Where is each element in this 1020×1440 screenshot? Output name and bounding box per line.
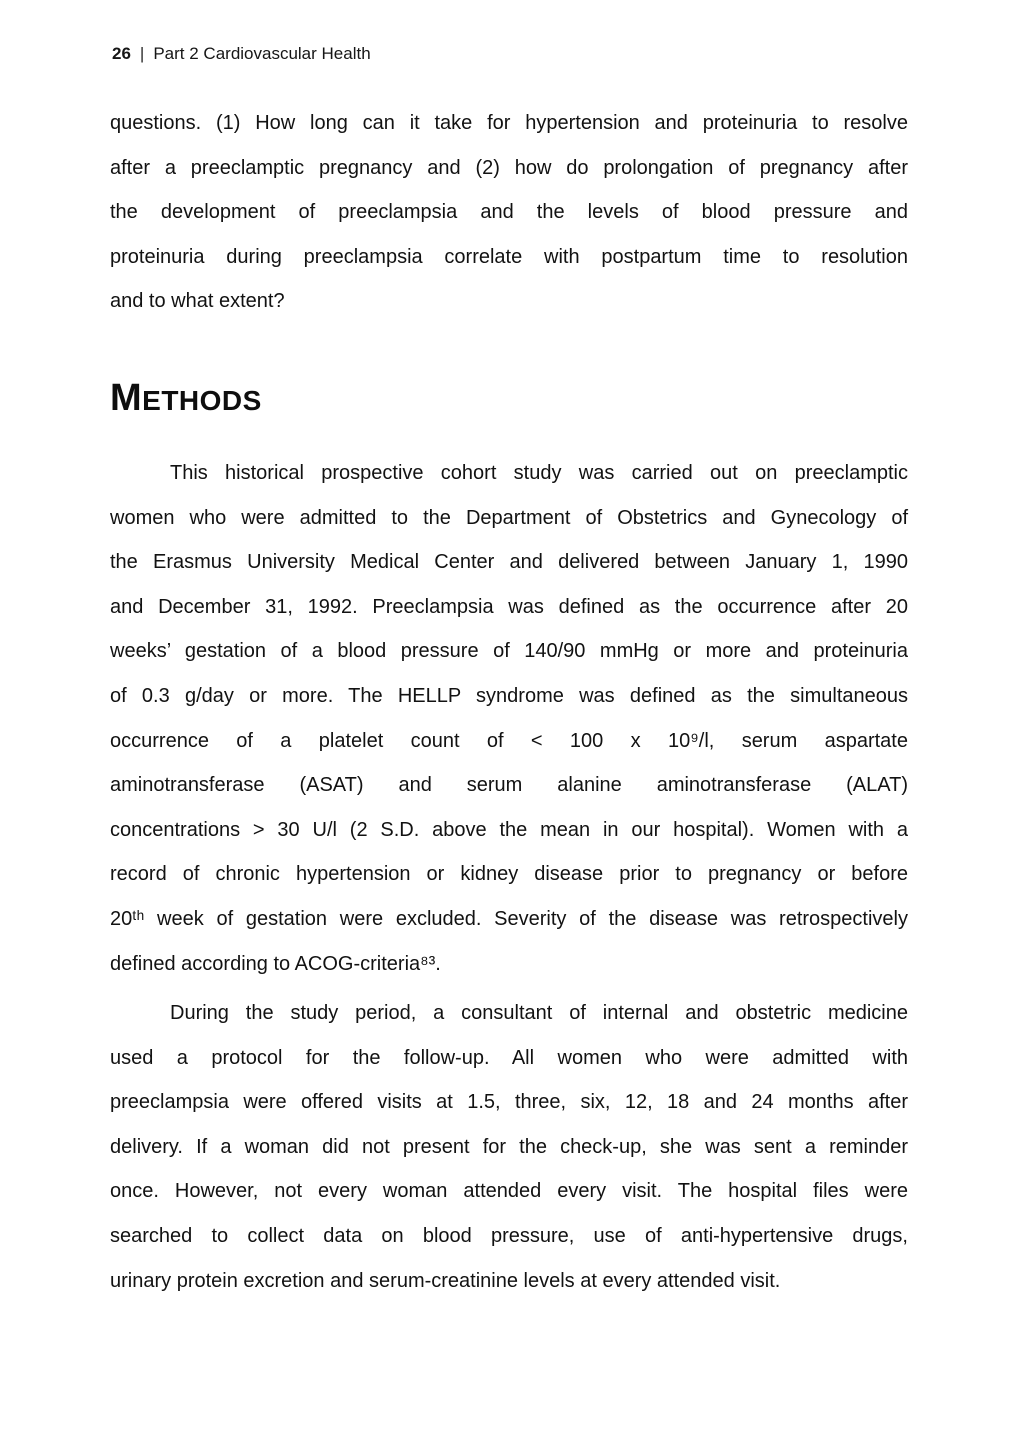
- header-separator: |: [139, 44, 145, 63]
- page-number: 26: [112, 44, 131, 63]
- methods-section: [110, 374, 908, 425]
- intro-line: and to what extent?: [110, 290, 285, 313]
- intro-line: questions. (1) How long can it take for hypertension and proteinuria to resolve: [110, 112, 908, 134]
- methods-p1-line: weeks’ gestation of a blood pressure of 140/90 mmHg or more and proteinuria: [110, 640, 908, 663]
- methods-p1-line: aminotransferase (ASAT) and serum alanine aminotransferase (ALAT): [110, 774, 908, 797]
- header-section-title: Part 2 Cardiovascular Health: [153, 44, 371, 63]
- running-header: [112, 44, 910, 64]
- methods-p2-line: urinary protein excretion and serum-creatinine levels at every attended visit.: [110, 1269, 781, 1292]
- methods-heading-initial: M: [110, 377, 143, 419]
- methods-p1-line: of 0.3 g/day or more. The HELLP syndrome was defined as the simultaneous: [110, 684, 908, 707]
- methods-heading-rest: ETHODS: [142, 385, 262, 416]
- methods-p1-line: This historical prospective cohort study was carried out on preeclamptic: [170, 462, 908, 484]
- methods-p1-line: defined according to ACOG-criteria⁸³.: [110, 952, 441, 975]
- methods-p2-line: preeclampsia were offered visits at 1.5, three, six, 12, 18 and 24 months after: [110, 1091, 908, 1114]
- methods-p2-line: delivery. If a woman did not present for the check-up, she was sent a reminder: [110, 1135, 908, 1158]
- methods-p2-line: searched to collect data on blood pressure, use of anti-hypertensive drugs,: [110, 1224, 908, 1247]
- methods-heading: [110, 374, 908, 425]
- methods-p1-line: women who were admitted to the Department of Obstetrics and Gynecology of: [110, 506, 908, 529]
- intro-line: proteinuria during preeclampsia correlate with postpartum time to resolution: [110, 245, 908, 268]
- methods-p2-line: During the study period, a consultant of internal and obstetric medicine: [170, 1002, 908, 1024]
- methods-p1-line: occurrence of a platelet count of < 100 x 10⁹/l, serum aspartate: [110, 729, 908, 752]
- intro-line: the development of preeclampsia and the levels of blood pressure and: [110, 201, 908, 224]
- methods-p1-line: and December 31, 1992. Preeclampsia was defined as the occurrence after 20: [110, 595, 908, 618]
- intro-paragraph: [110, 101, 908, 324]
- methods-p1-line: record of chronic hypertension or kidney disease prior to pregnancy or before: [110, 863, 908, 886]
- methods-p1-line: 20ᵗʰ week of gestation were excluded. Severity of the disease was retrospectively: [110, 907, 908, 930]
- methods-p1-line: concentrations > 30 U/l (2 S.D. above the mean in our hospital). Women with a: [110, 818, 908, 841]
- methods-paragraph-2: [110, 991, 908, 1303]
- methods-p1-line: the Erasmus University Medical Center and delivered between January 1, 1990: [110, 551, 908, 574]
- methods-paragraph-1: [110, 451, 908, 986]
- methods-p2-line: once. However, not every woman attended every visit. The hospital files were: [110, 1180, 908, 1203]
- intro-line: after a preeclamptic pregnancy and (2) how do prolongation of pregnancy after: [110, 156, 908, 179]
- methods-p2-line: used a protocol for the follow-up. All women who were admitted with: [110, 1046, 908, 1069]
